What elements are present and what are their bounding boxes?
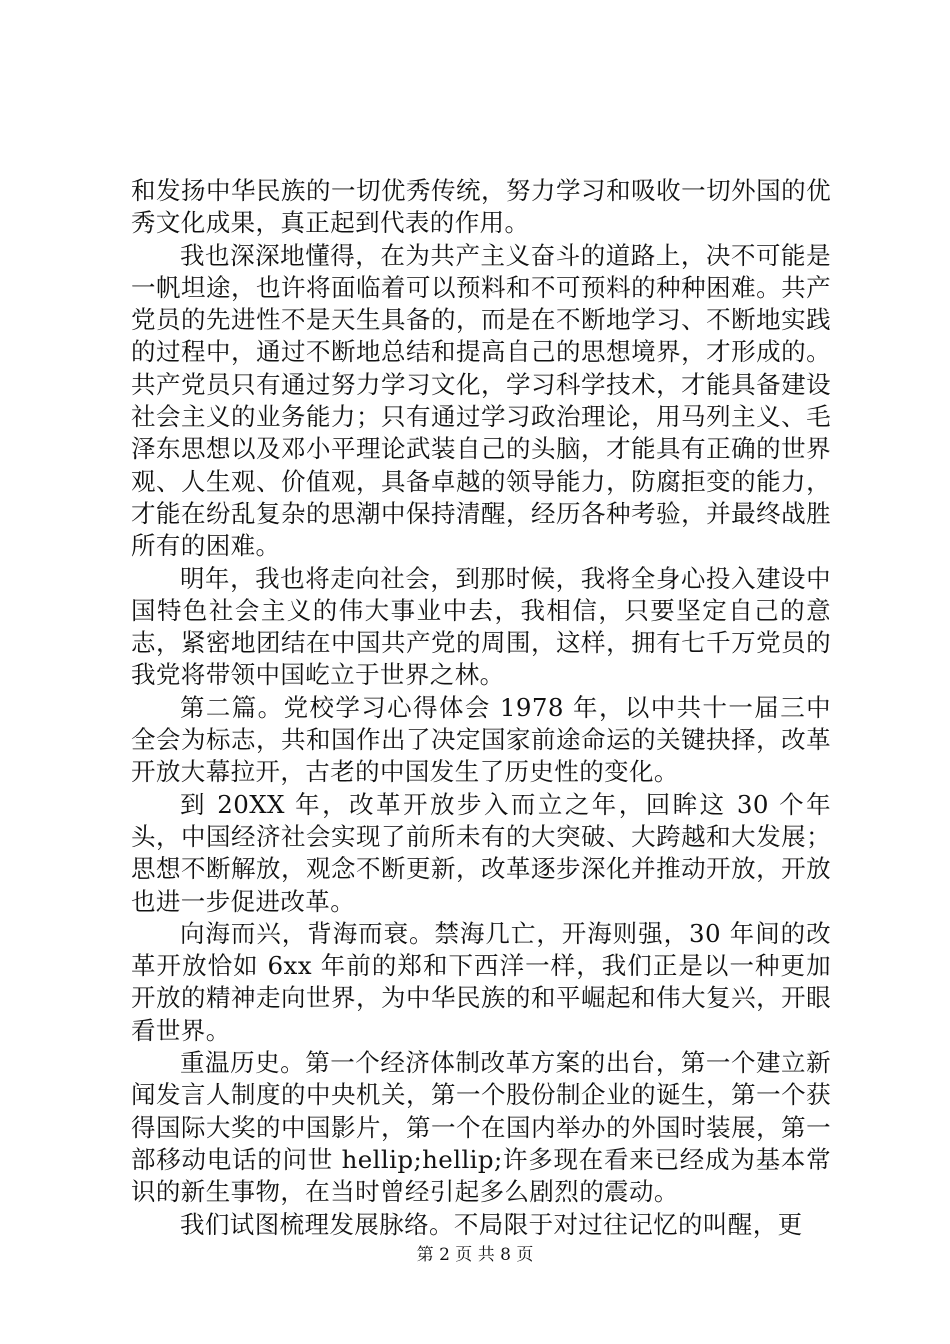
document-body <box>131 175 831 1241</box>
paragraph: 到 20XX 年，改革开放步入而立之年，回眸这 30 个年头，中国经济社会实现了前所未有的大突破、大跨越和大发展；思想不断解放，观念不断更新，改革逐步深化并推动开放，开放也进一步促进改革。 <box>131 789 831 916</box>
paragraph-continuation: 和发扬中华民族的一切优秀传统，努力学习和吸收一切外国的优秀文化成果，真正起到代表的作用。 <box>131 176 831 238</box>
paragraph: 重温历史。第一个经济体制改革方案的出台，第一个建立新闻发言人制度的中央机关，第一个股份制企业的诞生，第一个获得国际大奖的中国影片，第一个在国内举办的外国时装展，第一部移动电话的问世 hellip;hellip;许多现在看来已经成为基本常识的新生事物，在当时曾经引起多么剧烈的震动。 <box>131 1048 831 1207</box>
paragraph: 我们试图梳理发展脉络。不局限于对过往记忆的叫醒，更 <box>180 1209 803 1239</box>
page-number-footer: 第 2 页 共 8 页 <box>416 1245 534 1265</box>
paragraph: 明年，我也将走向社会，到那时候，我将全身心投入建设中国特色社会主义的伟大事业中去，我相信，只要坚定自己的意志，紧密地团结在中国共产党的周围，这样，拥有七千万党员的我党将带领中国屹立于世界之林。 <box>131 563 831 690</box>
paragraph: 向海而兴，背海而衰。禁海几亡，开海则强，30 年间的改革开放恰如 6xx 年前的郑和下西洋一样，我们正是以一种更加开放的精神走向世界，为中华民族的和平崛起和伟大复兴，开眼看世界。 <box>131 918 831 1045</box>
paragraph: 第二篇。党校学习心得体会 1978 年，以中共十一届三中全会为标志，共和国作出了决定国家前途命运的关键抉择，改革开放大幕拉开，古老的中国发生了历史性的变化。 <box>131 692 831 787</box>
paragraph: 我也深深地懂得，在为共产主义奋斗的道路上，决不可能是一帆坦途，也许将面临着可以预料和不可预料的种种困难。共产党员的先进性不是天生具备的，而是在不断地学习、不断地实践的过程中，通过不断地总结和提高自己的思想境界，才形成的。共产党员只有通过努力学习文化，学习科学技术，才能具备建设社会主义的业务能力；只有通过学习政治理论，用马列主义、毛泽东思想以及邓小平理论武装自己的头脑，才能具有正确的世界观、人生观、价值观，具备卓越的领导能力，防腐拒变的能力，才能在纷乱复杂的思潮中保持清醒，经历各种考验，并最终战胜所有的困难。 <box>131 240 831 561</box>
